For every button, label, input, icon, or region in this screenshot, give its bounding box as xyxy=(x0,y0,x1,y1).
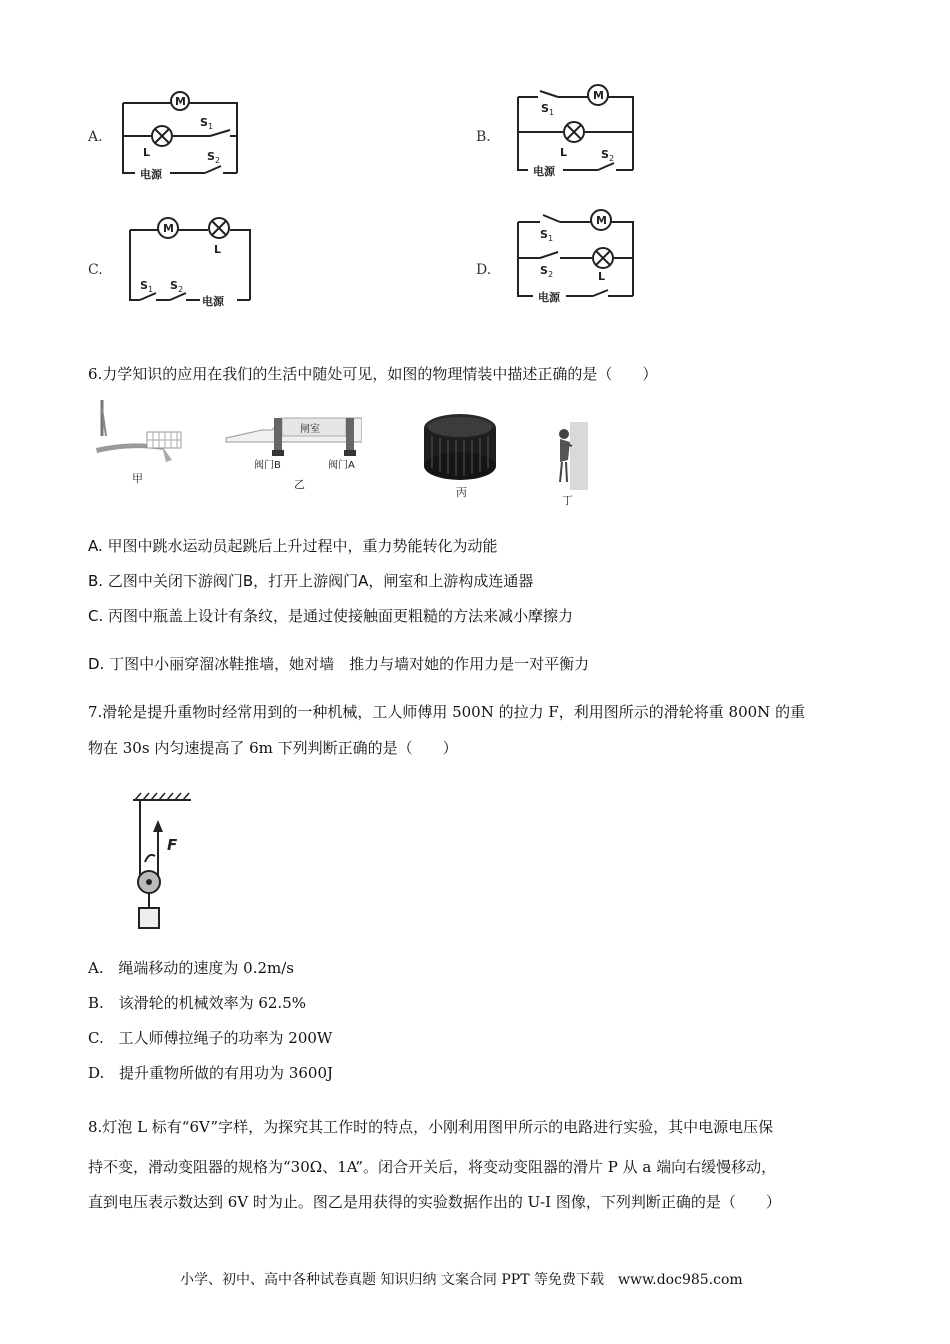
lamp-label: L xyxy=(214,243,222,256)
q7-option-b-letter: B. xyxy=(88,994,104,1012)
caption-jia: 甲 xyxy=(132,472,143,485)
q6-stem: 6.力学知识的应用在我们的生活中随处可见，如图的物理情装中描述正确的是（ ） xyxy=(88,365,658,383)
q7-option-d-letter: D. xyxy=(88,1064,105,1082)
q7-stem-line-1: 7.滑轮是提升重物时经常用到的一种机械，工人师傅用 500N 的拉力 F，利用图所示的滑轮将重 800N 的重 xyxy=(88,703,806,721)
q8-stem-line-3: 直到电压表示数达到 6V 时为止。图乙是用获得的实验数据作出的 U-I 图像，下列判断正确的是（ ） xyxy=(88,1193,781,1211)
motor-label: M xyxy=(163,222,174,235)
switch-s2-subscript: 2 xyxy=(609,154,615,163)
q6-option-d: D. 丁图中小丽穿溜冰鞋推墙，她对墙 推力与墙对她的作用力是一对平衡力 xyxy=(88,655,590,673)
page-footer: 小学、初中、高中各种试卷真题 知识归纳 文案合同 PPT 等免费下载 www.doc985.com xyxy=(180,1272,743,1288)
circuit-diagram-d xyxy=(508,200,643,308)
switch-s1-subscript: 1 xyxy=(208,122,214,131)
q6-figure-jia-diving xyxy=(92,398,192,493)
q7-option-d xyxy=(88,1062,333,1083)
q7-option-a-text: 绳端移动的速度为 0.2m/s xyxy=(118,959,294,977)
q6-figure-ding-skater-wall xyxy=(548,420,598,510)
q7-option-c-letter: C. xyxy=(88,1029,104,1047)
switch-s2-subscript: 2 xyxy=(178,285,184,294)
caption-yi: 乙 xyxy=(294,478,305,491)
lamp-label: L xyxy=(560,146,568,159)
switch-s2-subscript: 2 xyxy=(548,270,554,279)
q7-option-d-text: 提升重物所做的有用功为 3600J xyxy=(119,1064,334,1082)
q6-option-b: B. 乙图中关闭下游阀门B，打开上游阀门A，闸室和上游构成连通器 xyxy=(88,572,534,590)
switch-s1-subscript: 1 xyxy=(548,234,554,243)
q6-option-a: A. 甲图中跳水运动员起跳后上升过程中，重力势能转化为动能 xyxy=(88,537,498,555)
power-source-label: 电源 xyxy=(538,291,560,304)
switch-s1-label: S xyxy=(200,116,208,129)
lamp-label: L xyxy=(143,146,151,159)
switch-s2-label: S xyxy=(540,264,548,277)
q7-option-a-letter: A. xyxy=(88,959,104,977)
q6-figure-yi-ship-lock xyxy=(222,408,362,493)
switch-s1-label: S xyxy=(540,228,548,241)
q5-option-b-letter: B. xyxy=(476,129,491,145)
switch-s1-label: S xyxy=(541,102,549,115)
switch-s2-label: S xyxy=(207,150,215,163)
q8-stem-line-2: 持不变，滑动变阻器的规格为“30Ω、1A”。闭合开关后，将变动变阻器的滑片 P 从 a 端向右缓慢移动， xyxy=(88,1158,777,1176)
q6-figure-bing-bottle-cap xyxy=(418,406,503,501)
switch-s2-label: S xyxy=(170,279,178,292)
force-f-label: F xyxy=(167,836,178,854)
switch-s2-label: S xyxy=(601,148,609,161)
q5-option-c-letter: C. xyxy=(88,262,103,278)
switch-s1-label: S xyxy=(140,279,148,292)
circuit-diagram-a xyxy=(115,88,245,188)
power-source-label: 电源 xyxy=(140,168,162,181)
q7-option-a xyxy=(88,957,294,978)
q6-option-c: C. 丙图中瓶盖上设计有条纹，是通过使接触面更粗糙的方法来减小摩擦力 xyxy=(88,607,574,625)
switch-s1-subscript: 1 xyxy=(549,108,555,117)
q7-option-c-text: 工人师傅拉绳子的功率为 200W xyxy=(118,1029,333,1047)
q5-option-a-letter: A. xyxy=(88,129,103,145)
caption-valve-b: 阀门B xyxy=(254,460,281,471)
power-source-label: 电源 xyxy=(202,295,224,308)
q7-option-b xyxy=(88,992,306,1013)
caption-lock-chamber: 闸室 xyxy=(300,424,320,435)
caption-valve-a: 阀门A xyxy=(328,460,355,471)
switch-s2-subscript: 2 xyxy=(215,156,221,165)
lamp-label: L xyxy=(598,270,606,283)
circuit-diagram-c xyxy=(120,205,260,310)
q7-option-b-text: 该滑轮的机械效率为 62.5% xyxy=(118,994,306,1012)
q7-stem-line-2: 物在 30s 内匀速提高了 6m 下列判断正确的是（ ） xyxy=(88,739,458,757)
circuit-diagram-b xyxy=(508,82,643,182)
q7-option-c xyxy=(88,1027,332,1048)
q7-pulley-diagram xyxy=(125,790,205,935)
q8-stem-line-1: 8.灯泡 L 标有“6V”字样，为探究其工作时的特点，小刚利用图甲所示的电路进行实验，其中电源电压保 xyxy=(88,1118,774,1136)
motor-label: M xyxy=(175,95,186,108)
motor-label: M xyxy=(593,89,604,102)
caption-bing: 丙 xyxy=(456,486,467,499)
switch-s1-subscript: 1 xyxy=(148,285,154,294)
motor-label: M xyxy=(596,214,607,227)
caption-ding: 丁 xyxy=(562,494,573,507)
q5-option-d-letter: D. xyxy=(476,262,492,278)
power-source-label: 电源 xyxy=(533,165,555,178)
